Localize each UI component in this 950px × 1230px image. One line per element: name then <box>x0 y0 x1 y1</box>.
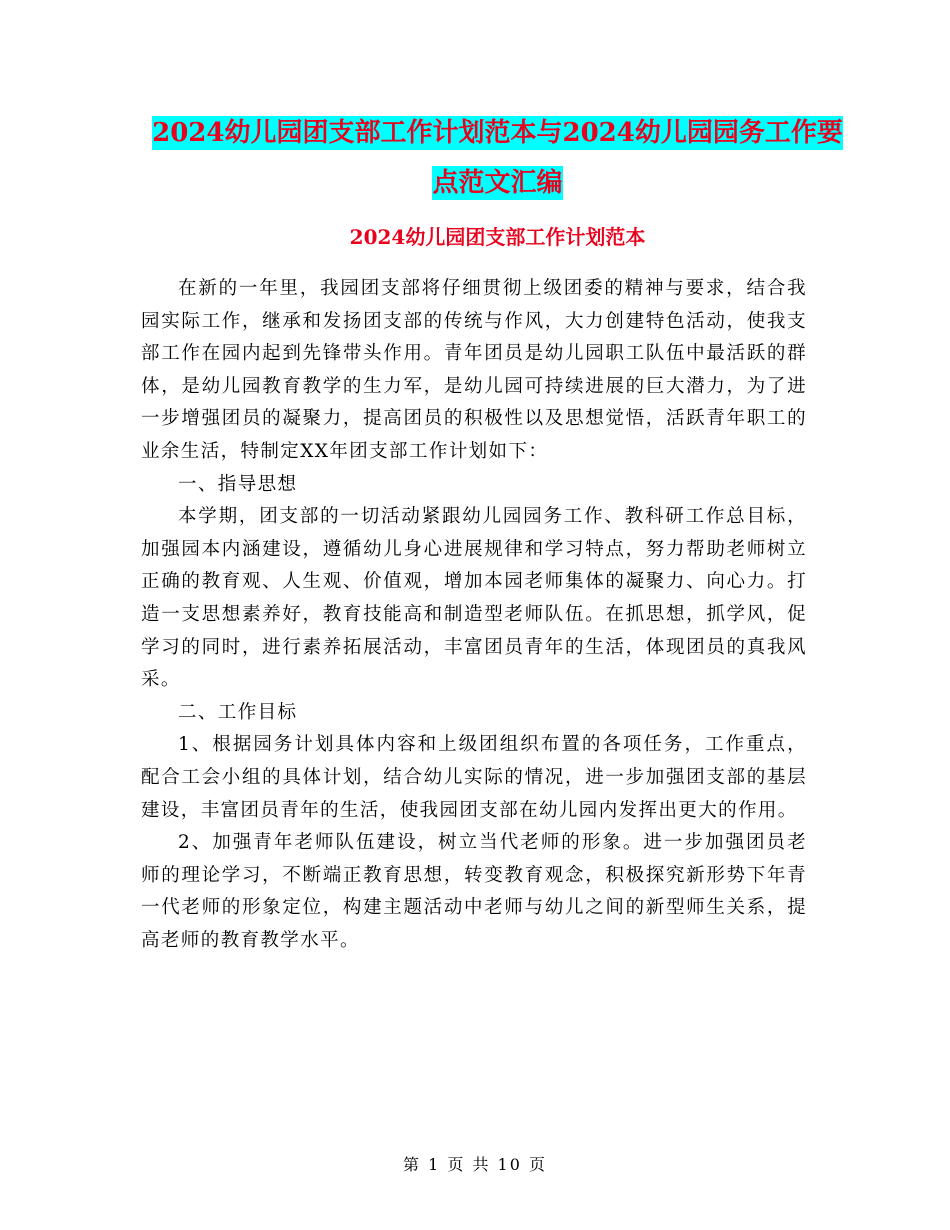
document-title <box>140 108 855 208</box>
page-footer: 第 1 页 共 10 页 <box>403 1155 547 1174</box>
body-heading: 二、工作目标 <box>178 701 298 723</box>
document-body <box>141 273 807 957</box>
section-title: 2024幼儿园团支部工作计划范本 <box>349 225 646 249</box>
body-paragraph: 1、根据园务计划具体内容和上级团组织布置的各项任务，工作重点，配合工会小组的具体计划，结合幼儿实际的情况，进一步加强团支部的基层建设，丰富团员青年的生活，使我园团支部在幼儿园内发挥出更大的作用。 <box>141 734 807 821</box>
body-paragraph: 2、加强青年老师队伍建设，树立当代老师的形象。进一步加强团员老师的理论学习，不断端正教育思想，转变教育观念，积极探究新形势下年青一代老师的形象定位，构建主题活动中老师与幼儿之间的新型师生关系，提高老师的教育教学水平。 <box>141 832 807 951</box>
body-heading: 一、指导思想 <box>178 473 298 495</box>
document-title-highlight: 2024幼儿园团支部工作计划范本与2024幼儿园园务工作要点范文汇编 <box>152 118 843 198</box>
body-paragraph: 在新的一年里，我园团支部将仔细贯彻上级团委的精神与要求，结合我园实际工作，继承和发扬团支部的传统与作风，大力创建特色活动，使我支部工作在园内起到先锋带头作用。青年团员是幼儿园职工队伍中最活跃的群体，是幼儿园教育教学的生力军，是幼儿园可持续进展的巨大潜力，为了进一步增强团员的凝聚力，提高团员的积极性以及思想觉悟，活跃青年职工的业余生活，特制定XX年团支部工作计划如下： <box>141 278 807 462</box>
body-paragraph: 本学期，团支部的一切活动紧跟幼儿园园务工作、教科研工作总目标，加强园本内涵建设，遵循幼儿身心进展规律和学习特点，努力帮助老师树立正确的教育观、人生观、价值观，增加本园老师集体的凝聚力、向心力。打造一支思想素养好，教育技能高和制造型老师队伍。在抓思想，抓学风，促学习的同时，进行素养拓展活动，丰富团员青年的生活，体现团员的真我风采。 <box>141 506 807 691</box>
